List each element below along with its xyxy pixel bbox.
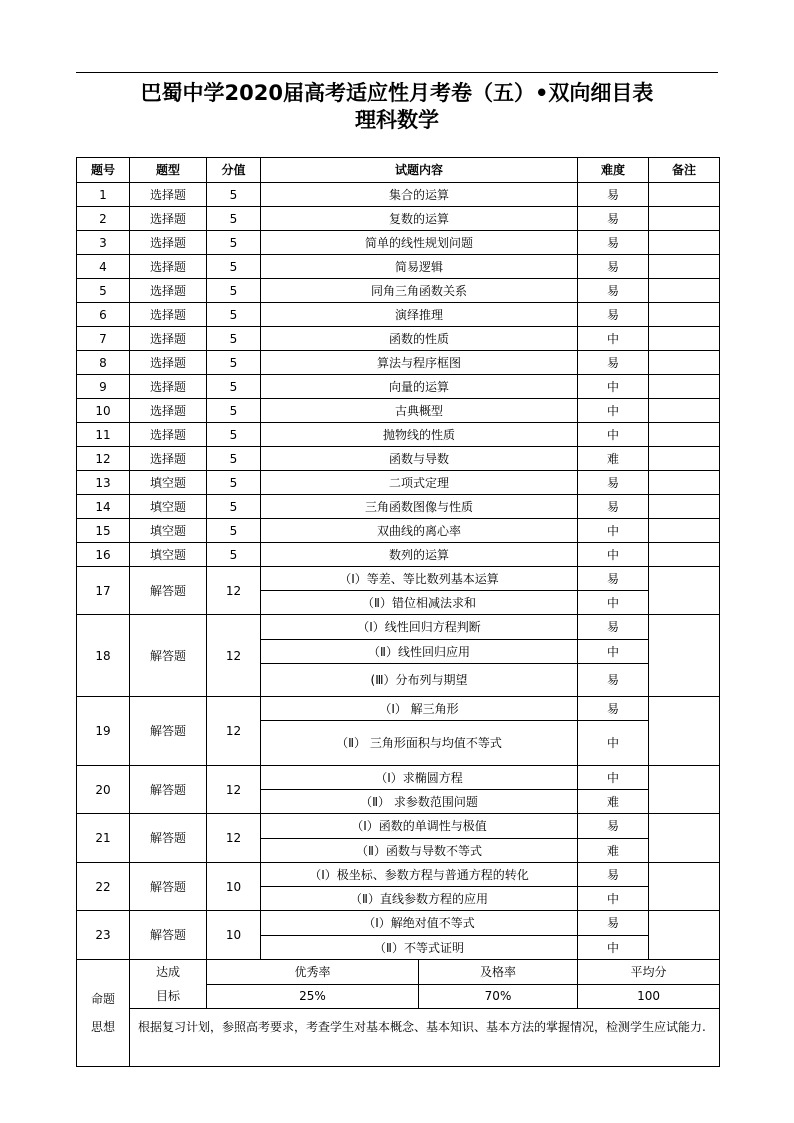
q22-note [649,863,720,911]
q19-score: 12 [207,697,261,766]
table-row [77,351,720,375]
header-difficulty: 难度 [578,158,649,183]
row-difficulty-cell: 中 [578,399,649,423]
thought-label: 命题 思想 [77,960,130,1067]
row-content-cell: 三角函数图像与性质 [261,495,578,519]
row-num-cell: 10 [77,399,130,423]
row-type-cell: 选择题 [130,279,207,303]
row-score-cell: 5 [207,447,261,471]
thought-row [77,1009,720,1067]
row-note-cell [649,327,720,351]
row-num-cell: 12 [77,447,130,471]
q17-part1-content: （Ⅰ）等差、等比数列基本运算 [261,567,578,591]
row-difficulty-cell: 易 [578,471,649,495]
q18-part3-difficulty: 易 [578,664,649,697]
row-type-cell: 选择题 [130,423,207,447]
q23-type: 解答题 [130,911,207,960]
row-content-cell: 双曲线的离心率 [261,519,578,543]
q21-note [649,814,720,863]
row-difficulty-cell: 易 [578,183,649,207]
row-content-cell: 古典概型 [261,399,578,423]
document-title: 巴蜀中学2020届高考适应性月考卷（五）•双向细目表 [140,81,654,105]
average-score-label: 平均分 [578,960,720,985]
q18-part1-difficulty: 易 [578,615,649,640]
header-num: 题号 [77,158,130,183]
row-difficulty-cell: 易 [578,207,649,231]
row-score-cell: 5 [207,351,261,375]
excellent-rate-value: 25% [207,984,419,1009]
row-num-cell: 11 [77,423,130,447]
row-content-cell: 简易逻辑 [261,255,578,279]
q21-part1-content: （Ⅰ）函数的单调性与极值 [261,814,578,839]
spec-table [76,157,720,1067]
row-content-cell: 抛物线的性质 [261,423,578,447]
row-type-cell: 选择题 [130,183,207,207]
row-num-cell: 7 [77,327,130,351]
row-difficulty-cell: 易 [578,255,649,279]
table-row [77,567,720,591]
q22-score: 10 [207,863,261,911]
header-score: 分值 [207,158,261,183]
row-score-cell: 5 [207,207,261,231]
row-note-cell [649,519,720,543]
row-num-cell: 1 [77,183,130,207]
row-note-cell [649,231,720,255]
row-difficulty-cell: 中 [578,543,649,567]
row-type-cell: 选择题 [130,207,207,231]
row-type-cell: 填空题 [130,543,207,567]
table-row [77,423,720,447]
q18-note [649,615,720,697]
q18-type: 解答题 [130,615,207,697]
q19-part2-difficulty: 中 [578,721,649,766]
q18-part1-content: （Ⅰ）线性回归方程判断 [261,615,578,640]
row-note-cell [649,303,720,327]
row-type-cell: 选择题 [130,255,207,279]
row-num-cell: 2 [77,207,130,231]
row-type-cell: 填空题 [130,471,207,495]
row-type-cell: 选择题 [130,303,207,327]
q18-score: 12 [207,615,261,697]
q20-part2-difficulty: 难 [578,790,649,814]
q17-part2-difficulty: 中 [578,591,649,615]
q19-note [649,697,720,766]
row-num-cell: 5 [77,279,130,303]
q22-part2-difficulty: 中 [578,887,649,911]
row-score-cell: 5 [207,375,261,399]
q23-note [649,911,720,960]
q23-part2-difficulty: 中 [578,936,649,960]
q23-num: 23 [77,911,130,960]
q22-part1-difficulty: 易 [578,863,649,887]
table-row [77,495,720,519]
row-score-cell: 5 [207,423,261,447]
table-row [77,303,720,327]
row-note-cell [649,423,720,447]
table-row [77,279,720,303]
row-content-cell: 演绎推理 [261,303,578,327]
q23-part2-content: （Ⅱ）不等式证明 [261,936,578,960]
row-note-cell [649,279,720,303]
pass-rate-label: 及格率 [419,960,578,985]
q17-type: 解答题 [130,567,207,615]
q20-type: 解答题 [130,766,207,814]
q19-num: 19 [77,697,130,766]
q18-part2-content: （Ⅱ）线性回归应用 [261,640,578,664]
table-row [77,543,720,567]
row-content-cell: 二项式定理 [261,471,578,495]
document-subtitle: 理科数学 [355,108,439,132]
row-num-cell: 16 [77,543,130,567]
row-type-cell: 选择题 [130,351,207,375]
row-type-cell: 选择题 [130,327,207,351]
row-content-cell: 数列的运算 [261,543,578,567]
row-content-cell: 函数与导数 [261,447,578,471]
row-score-cell: 5 [207,303,261,327]
q21-score: 12 [207,814,261,863]
top-rule [76,72,718,73]
row-difficulty-cell: 中 [578,375,649,399]
row-content-cell: 复数的运算 [261,207,578,231]
q20-note [649,766,720,814]
q17-part1-difficulty: 易 [578,567,649,591]
row-note-cell [649,375,720,399]
q23-part1-content: （Ⅰ）解绝对值不等式 [261,911,578,936]
table-row [77,911,720,936]
q21-part2-content: （Ⅱ）函数与导数不等式 [261,839,578,863]
q21-num: 21 [77,814,130,863]
row-score-cell: 5 [207,279,261,303]
q21-part1-difficulty: 易 [578,814,649,839]
row-difficulty-cell: 中 [578,327,649,351]
row-num-cell: 4 [77,255,130,279]
goal-label-row [77,960,720,985]
row-type-cell: 选择题 [130,231,207,255]
row-difficulty-cell: 中 [578,423,649,447]
row-score-cell: 5 [207,495,261,519]
row-type-cell: 选择题 [130,399,207,423]
q18-part3-content: (Ⅲ）分布列与期望 [261,664,578,697]
table-row [77,814,720,839]
table-row [77,766,720,790]
q17-score: 12 [207,567,261,615]
row-difficulty-cell: 难 [578,447,649,471]
header-note: 备注 [649,158,720,183]
row-num-cell: 3 [77,231,130,255]
row-num-cell: 8 [77,351,130,375]
row-difficulty-cell: 易 [578,303,649,327]
row-note-cell [649,207,720,231]
row-num-cell: 9 [77,375,130,399]
table-row [77,399,720,423]
q17-part2-content: （Ⅱ）错位相减法求和 [261,591,578,615]
row-note-cell [649,495,720,519]
row-score-cell: 5 [207,183,261,207]
row-score-cell: 5 [207,519,261,543]
row-type-cell: 选择题 [130,447,207,471]
row-note-cell [649,183,720,207]
row-difficulty-cell: 易 [578,351,649,375]
excellent-rate-label: 优秀率 [207,960,419,985]
row-content-cell: 简单的线性规划问题 [261,231,578,255]
row-difficulty-cell: 中 [578,519,649,543]
q22-part2-content: （Ⅱ）直线参数方程的应用 [261,887,578,911]
row-score-cell: 5 [207,231,261,255]
q19-part2-content: （Ⅱ） 三角形面积与均值不等式 [261,721,578,766]
header-content: 试题内容 [261,158,578,183]
row-content-cell: 向量的运算 [261,375,578,399]
thought-text: 根据复习计划，参照高考要求，考查学生对基本概念、基本知识、基本方法的掌握情况，检测学生应试能力. [130,1009,720,1067]
header-type: 题型 [130,158,207,183]
row-note-cell [649,543,720,567]
q22-num: 22 [77,863,130,911]
q20-score: 12 [207,766,261,814]
table-row [77,863,720,887]
row-difficulty-cell: 易 [578,279,649,303]
q23-part1-difficulty: 易 [578,911,649,936]
row-difficulty-cell: 易 [578,231,649,255]
row-score-cell: 5 [207,543,261,567]
row-difficulty-cell: 易 [578,495,649,519]
row-num-cell: 13 [77,471,130,495]
q21-part2-difficulty: 难 [578,839,649,863]
row-note-cell [649,255,720,279]
row-content-cell: 函数的性质 [261,327,578,351]
average-score-value: 100 [578,984,720,1009]
row-score-cell: 5 [207,327,261,351]
q21-type: 解答题 [130,814,207,863]
row-note-cell [649,447,720,471]
q18-part2-difficulty: 中 [578,640,649,664]
row-content-cell: 集合的运算 [261,183,578,207]
pass-rate-value: 70% [419,984,578,1009]
row-score-cell: 5 [207,399,261,423]
table-row [77,207,720,231]
row-num-cell: 14 [77,495,130,519]
table-row [77,471,720,495]
q22-type: 解答题 [130,863,207,911]
q20-part1-content: （Ⅰ）求椭圆方程 [261,766,578,790]
q18-num: 18 [77,615,130,697]
q20-num: 20 [77,766,130,814]
row-content-cell: 同角三角函数关系 [261,279,578,303]
table-row [77,519,720,543]
table-row [77,447,720,471]
table-row [77,255,720,279]
row-type-cell: 填空题 [130,519,207,543]
q19-type: 解答题 [130,697,207,766]
goal-label: 达成 目标 [130,960,207,1009]
row-content-cell: 算法与程序框图 [261,351,578,375]
table-row [77,231,720,255]
table-row [77,183,720,207]
table-row [77,375,720,399]
row-note-cell [649,351,720,375]
row-num-cell: 15 [77,519,130,543]
q20-part2-content: （Ⅱ） 求参数范围问题 [261,790,578,814]
row-note-cell [649,399,720,423]
row-score-cell: 5 [207,255,261,279]
table-row [77,327,720,351]
q22-part1-content: （Ⅰ）极坐标、参数方程与普通方程的转化 [261,863,578,887]
row-type-cell: 选择题 [130,375,207,399]
row-score-cell: 5 [207,471,261,495]
row-note-cell [649,471,720,495]
q20-part1-difficulty: 中 [578,766,649,790]
table-row [77,697,720,721]
q17-note [649,567,720,615]
q19-part1-difficulty: 易 [578,697,649,721]
q19-part1-content: （Ⅰ） 解三角形 [261,697,578,721]
table-header-row [77,158,720,183]
table-row [77,615,720,640]
row-type-cell: 填空题 [130,495,207,519]
row-num-cell: 6 [77,303,130,327]
q23-score: 10 [207,911,261,960]
q17-num: 17 [77,567,130,615]
